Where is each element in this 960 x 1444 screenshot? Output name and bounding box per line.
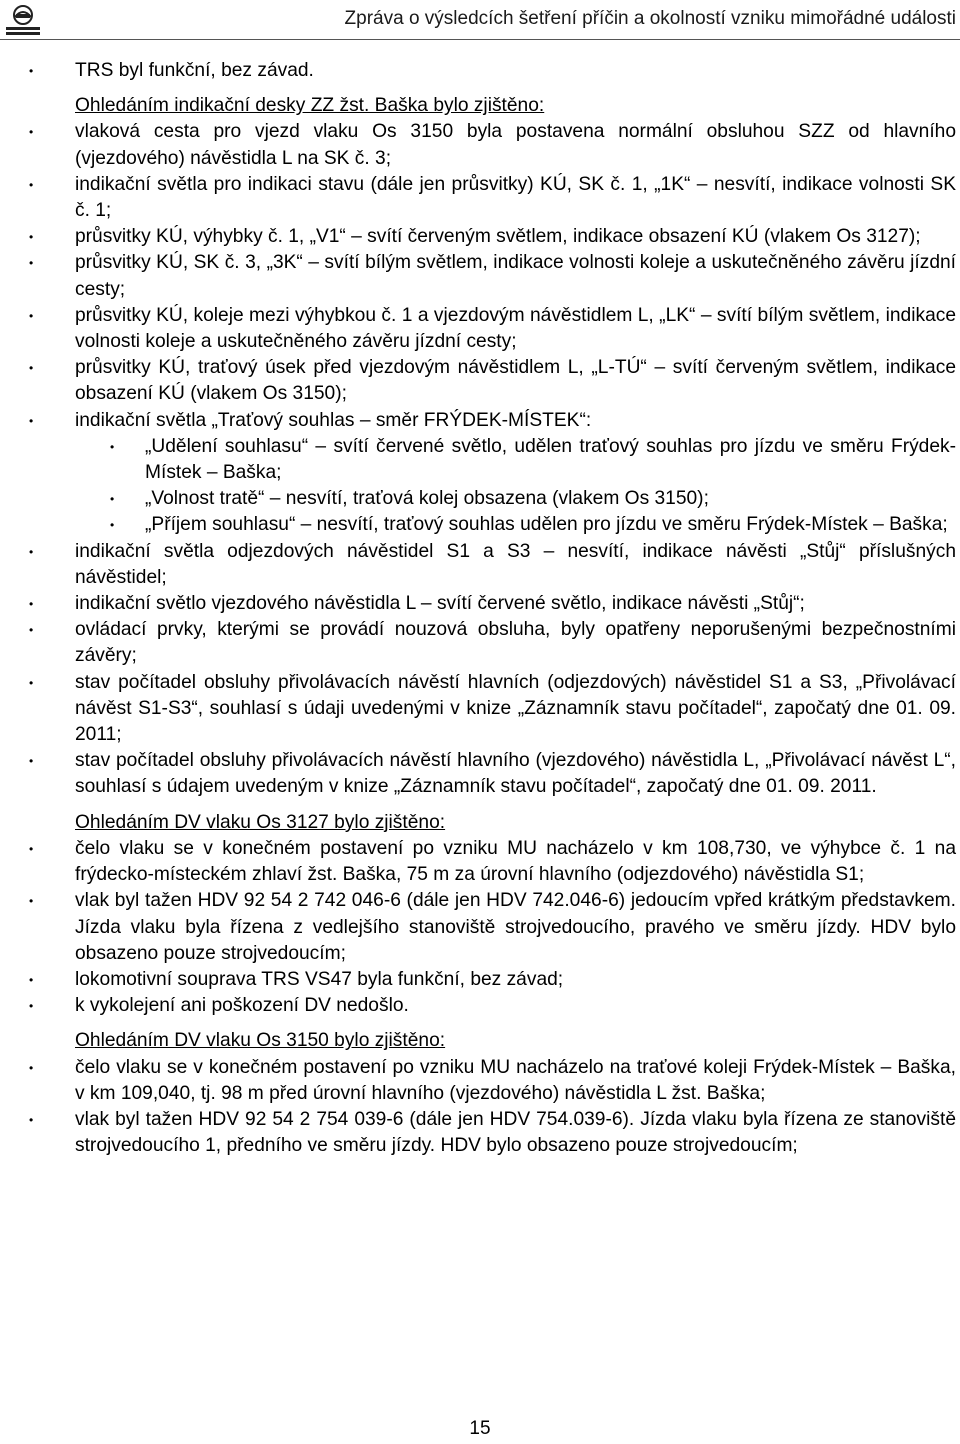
list-item: • stav počítadel obsluhy přivolávacích návěstí hlavního (vjezdového) návěstidla L, „Přivolávací návěst L“, souhlasí s údajem uvedeným v knize „Záznamník stavu počítadel“, započatý dne 01. 09. 2011. (0, 748, 960, 800)
header-divider (0, 39, 960, 40)
list-item: • průsvitky KÚ, SK č. 3, „3K“ – svítí bílým světlem, indikace volnosti koleje a uskutečněného závěru jízdní cesty; (0, 250, 960, 302)
page-header (0, 0, 960, 44)
list-item: • indikační světla pro indikaci stavu (dále jen průsvitky) KÚ, SK č. 1, „1K“ – nesvítí, indikace volnosti SK č. 1; (0, 172, 960, 224)
list-item: • indikační světlo vjezdového návěstidla L – svítí červené světlo, indikace návěsti „Stůj“; (0, 591, 960, 617)
sub-list-item: • „Udělení souhlasu“ – svítí červené světlo, udělen traťový souhlas pro jízdu ve směru Frýdek-Místek – Baška; (0, 434, 960, 486)
spacer (0, 1019, 960, 1028)
section-heading: Ohledáním DV vlaku Os 3127 bylo zjištěno: (75, 811, 446, 833)
section-heading: Ohledáním DV vlaku Os 3150 bylo zjištěno: (75, 1030, 446, 1052)
list-item: • stav počítadel obsluhy přivolávacích návěstí hlavních (odjezdových) návěstidel S1 a S3, „Přivolávací návěst S1-S3“, souhlasí s údaji uvedenými v knize „Záznamník stavu počítadel“, započatý dne 01. 09. 2011; (0, 670, 960, 749)
list-item: • vlaková cesta pro vjezd vlaku Os 3150 byla postavena normální obsluhou SZZ od hlavního (vjezdového) návěstidla L na SK č. 3; (0, 119, 960, 171)
sub-list-item: • „Příjem souhlasu“ – nesvítí, traťový souhlas udělen pro jízdu ve směru Frýdek-Místek – Baška; (0, 512, 960, 538)
spacer (0, 801, 960, 810)
spacer (0, 84, 960, 93)
list-item: • vlak byl tažen HDV 92 54 2 754 039-6 (dále jen HDV 754.039-6). Jízda vlaku byla řízena ze stanoviště strojvedoucího 1, předního ve směru jízdy. HDV bylo obsazeno pouze strojvedoucím; (0, 1107, 960, 1159)
list-item: • čelo vlaku se v konečném postavení po vzniku MU nacházelo v km 108,730, ve výhybce č. 1 na frýdecko-místeckém zhlaví žst. Baška, 75 m za úrovní hlavního (odjezdového) návěstidla S1; (0, 836, 960, 888)
list-item: • průsvitky KÚ, traťový úsek před vjezdovým návěstidlem L, „L-TÚ“ – svítí červeným světlem, indikace obsazení KÚ (vlakem Os 3150); (0, 355, 960, 407)
document-body (0, 58, 960, 1159)
list-item: • indikační světla „Traťový souhlas – směr FRÝDEK-MÍSTEK“: (0, 408, 960, 434)
list-item: • průsvitky KÚ, koleje mezi výhybkou č. 1 a vjezdovým návěstidlem L, „LK“ – svítí bílým světlem, indikace volnosti koleje a uskutečněného závěru jízdní cesty; (0, 303, 960, 355)
list-item: • čelo vlaku se v konečném postavení po vzniku MU nacházelo na traťové koleji Frýdek-Místek – Baška, v km 109,040, tj. 98 m před úrovní hlavního (vjezdového) návěstidla L žst. Baška; (0, 1055, 960, 1107)
list-item: • ovládací prvky, kterými se provádí nouzová obsluha, byly opatřeny neporušenými bezpečnostními závěry; (0, 617, 960, 669)
page-number: 15 (469, 1418, 491, 1439)
list-item: • průsvitky KÚ, výhybky č. 1, „V1“ – svítí červeným světlem, indikace obsazení KÚ (vlakem Os 3127); (0, 224, 960, 250)
header-title: Zpráva o výsledcích šetření příčin a okolností vzniku mimořádné události (344, 8, 956, 29)
list-item: • indikační světla odjezdových návěstidel S1 a S3 – nesvítí, indikace návěsti „Stůj“ příslušných návěstidel; (0, 539, 960, 591)
list-item: • k vykolejení ani poškození DV nedošlo. (0, 993, 960, 1019)
list-item: • lokomotivní souprava TRS VS47 byla funkční, bez závad; (0, 967, 960, 993)
list-item: • vlak byl tažen HDV 92 54 2 742 046-6 (dále jen HDV 742.046-6) jedoucím vpřed krátkým představkem. Jízda vlaku byla řízena z vedlejšího stanoviště strojvedoucího, pravého ve směru jízdy. HDV bylo obsazeno pouze strojvedoucím; (0, 888, 960, 967)
list-item: • TRS byl funkční, bez závad. (0, 58, 960, 84)
section-heading: Ohledáním indikační desky ZZ žst. Baška bylo zjištěno: (75, 95, 545, 117)
drazni-inspekce-logo (3, 3, 43, 37)
sub-list-item: • „Volnost tratě“ – nesvítí, traťová kolej obsazena (vlakem Os 3150); (0, 486, 960, 512)
